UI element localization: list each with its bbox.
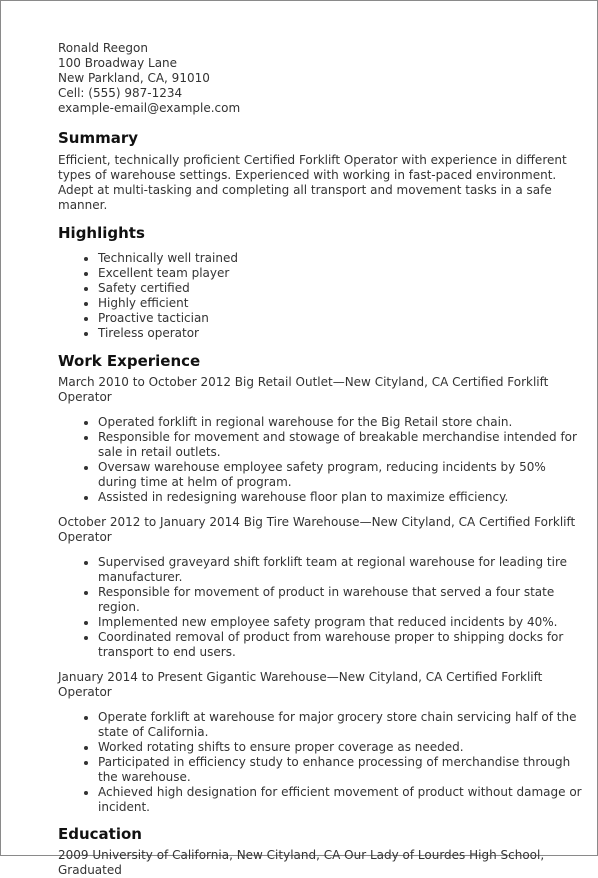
highlights-section <box>58 224 587 341</box>
job-bullets <box>58 555 587 660</box>
summary-heading: Summary <box>58 129 139 147</box>
job-bullet: • Operated forklift in regional warehouse for the Big Retail store chain. <box>98 415 587 430</box>
work-experience-section <box>58 352 587 815</box>
job-entry <box>58 375 587 505</box>
job-header: October 2012 to January 2014 Big Tire Warehouse—New Cityland, CA Certified Forklift Operator <box>58 515 576 544</box>
job-header: January 2014 to Present Gigantic Warehouse—New Cityland, CA Certified Forklift Operator <box>58 670 543 699</box>
job-bullet: • Responsible for movement and stowage of breakable merchandise intended for sale in retail outlets. <box>98 430 587 460</box>
contact-phone: Cell: (555) 987-1234 <box>58 86 183 100</box>
contact-name: Ronald Reegon <box>58 41 148 55</box>
job-bullet: • Assisted in redesigning warehouse floor plan to maximize efficiency. <box>98 490 587 505</box>
highlight-item: • Proactive tactician <box>98 311 587 326</box>
job-bullet: • Operate forklift at warehouse for major grocery store chain servicing half of the state of California. <box>98 710 587 740</box>
highlights-heading: Highlights <box>58 224 145 242</box>
job-bullet: • Coordinated removal of product from warehouse proper to shipping docks for transport to end users. <box>98 630 587 660</box>
highlight-item: • Tireless operator <box>98 326 587 341</box>
contact-email: example-email@example.com <box>58 101 241 115</box>
job-bullet: • Participated in efficiency study to enhance processing of merchandise through the warehouse. <box>98 755 587 785</box>
highlight-item: • Technically well trained <box>98 251 587 266</box>
job-bullets <box>58 415 587 505</box>
education-section <box>58 825 587 878</box>
job-bullet: • Responsible for movement of product in warehouse that served a four state region. <box>98 585 587 615</box>
job-bullet: • Worked rotating shifts to ensure proper coverage as needed. <box>98 740 587 755</box>
job-bullet: • Supervised graveyard shift forklift team at regional warehouse for leading tire manufacturer. <box>98 555 587 585</box>
job-bullet: • Oversaw warehouse employee safety program, reducing incidents by 50% during time at helm of program. <box>98 460 587 490</box>
highlight-item: • Safety certified <box>98 281 587 296</box>
work-experience-heading: Work Experience <box>58 352 201 370</box>
contact-block <box>58 41 587 116</box>
job-entry <box>58 515 587 660</box>
job-entry <box>58 670 587 815</box>
highlights-list <box>58 251 587 341</box>
education-heading: Education <box>58 825 142 843</box>
highlight-item: • Highly efficient <box>98 296 587 311</box>
job-bullets <box>58 710 587 815</box>
highlight-item: • Excellent team player <box>98 266 587 281</box>
summary-section <box>58 129 587 213</box>
contact-address-street: 100 Broadway Lane <box>58 56 178 70</box>
education-text: 2009 University of California, New Cityland, CA Our Lady of Lourdes High School, Graduated <box>58 848 545 877</box>
job-bullet: • Achieved high designation for efficient movement of product without damage or incident. <box>98 785 587 815</box>
contact-address-city: New Parkland, CA, 91010 <box>58 71 210 85</box>
summary-text: Efficient, technically proficient Certified Forklift Operator with experience in different types of warehouse settings. Experienced with working in fast-paced environment. Adept at multi-tasking and completing all transport and movement tasks in a safe manner. <box>58 153 567 212</box>
job-bullet: • Implemented new employee safety program that reduced incidents by 40%. <box>98 615 587 630</box>
job-header: March 2010 to October 2012 Big Retail Outlet—New Cityland, CA Certified Forklift Operator <box>58 375 549 404</box>
